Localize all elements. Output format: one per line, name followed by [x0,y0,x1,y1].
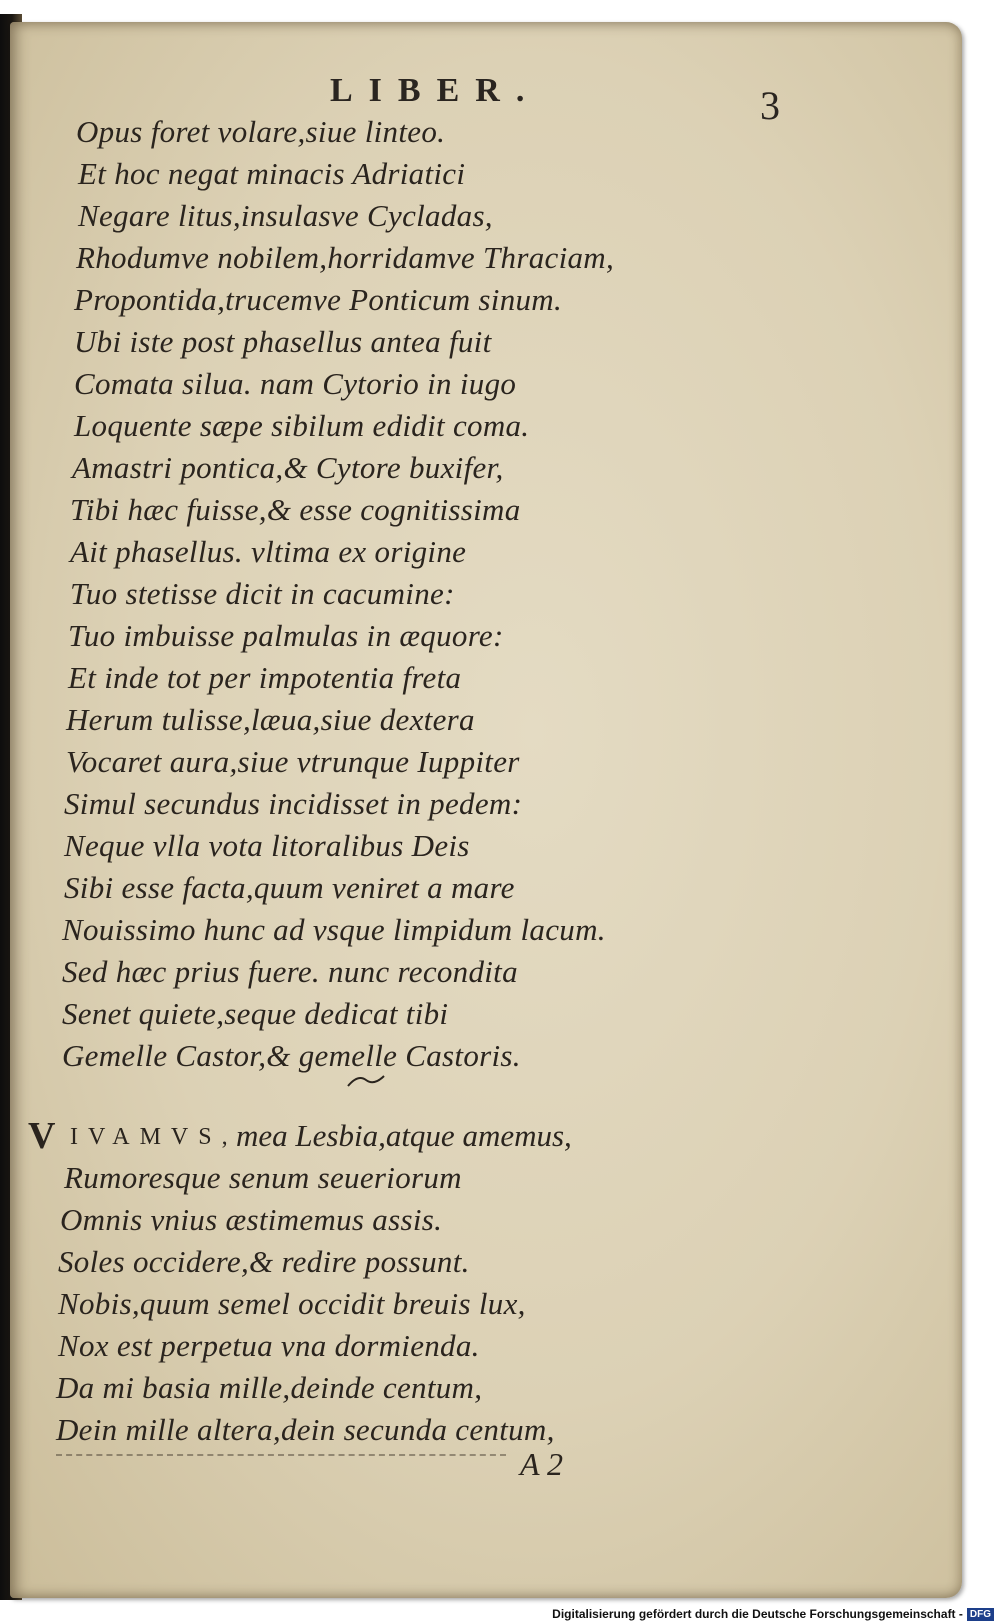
verse-line: Soles occidere,& redire possunt. [58,1244,470,1279]
drop-initial: V [28,1115,56,1157]
verse-line: Tuo stetisse dicit in cacumine: [70,576,455,611]
bottom-rule [56,1454,506,1456]
verse-line: Neque vlla vota litoralibus Deis [64,828,470,863]
verse-line: Et inde tot per impotentia freta [68,660,462,695]
verse-line: Rumoresque senum seueriorum [64,1160,462,1195]
credit-text: Digitalisierung gefördert durch die Deutsche Forschungsgemeinschaft - [552,1607,963,1621]
verse-line: Da mi basia mille,deinde centum, [56,1370,483,1405]
verse-line: Vocaret aura,siue vtrunque Iuppiter [66,744,520,779]
verse-line: Gemelle Castor,& gemelle Castoris. [62,1038,521,1073]
verse-line: Negare litus,insulasve Cycladas, [78,198,493,233]
verse-line: Herum tulisse,læua,siue dextera [66,702,475,737]
verse-line: Nox est perpetua vna dormienda. [58,1328,480,1363]
verse-line: Simul secundus incidisset in pedem: [64,786,523,821]
verse-line: Comata silua. nam Cytorio in iugo [74,366,517,401]
verse-line-first: mea Lesbia,atque amemus, [236,1118,572,1153]
verse-line: Ubi iste post phasellus antea fuit [74,324,492,359]
verse-line: Loquente sæpe sibilum edidit coma. [74,408,530,443]
page-folio-number: 3 [760,83,780,128]
verse-line: Dein mille altera,dein secunda centum, [56,1412,555,1447]
verse-line: Tibi hæc fuisse,& esse cognitissima [70,492,521,527]
section-ornament-icon [346,1072,386,1090]
dfg-logo: DFG [967,1608,994,1621]
verse-line: Tuo imbuisse palmulas in æquore: [68,618,504,653]
verse-line: Nouissimo hunc ad vsque limpidum lacum. [62,912,606,947]
verse-line: Opus foret volare,siue linteo. [76,114,446,149]
running-title: LIBER. [330,72,541,109]
verse-line: Et hoc negat minacis Adriatici [78,156,466,191]
verse-line: Amastri pontica,& Cytore buxifer, [72,450,504,485]
verse-line: Sed hæc prius fuere. nunc recondita [62,954,518,989]
verse-line: Propontida,trucemve Ponticum sinum. [74,282,563,317]
signature-mark: A 2 [520,1446,563,1482]
verse-line: Nobis,quum semel occidit breuis lux, [58,1286,526,1321]
verse-line: Sibi esse facta,quum veniret a mare [64,870,515,905]
first-word-caps: IVAMVS, [70,1124,238,1150]
verse-line: Senet quiete,seque dedicat tibi [62,996,449,1031]
verse-line: Omnis vnius æstimemus assis. [60,1202,443,1237]
digitization-credit [552,1607,994,1621]
verse-line: Rhodumve nobilem,horridamve Thraciam, [76,240,615,275]
verse-line: Ait phasellus. vltima ex origine [70,534,467,569]
